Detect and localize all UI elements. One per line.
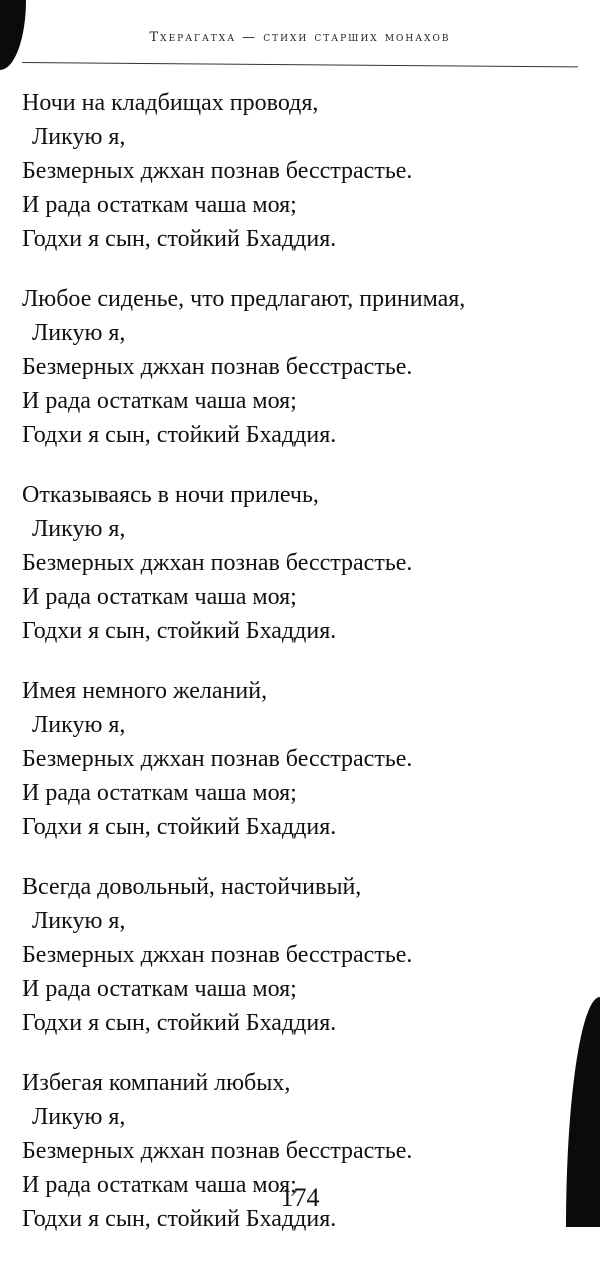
poem-line: И рада остаткам чаша моя; [22, 976, 297, 1002]
poem-line: Избегая компаний любых, [22, 1070, 291, 1096]
poem-line: Ликую я, [32, 712, 126, 738]
poem [22, 86, 582, 1262]
stanza [22, 674, 582, 844]
poem-line: Отказываясь в ночи прилечь, [22, 482, 319, 508]
poem-line: Ликую я, [32, 124, 126, 150]
stanza [22, 282, 582, 452]
poem-line: Годхи я сын, стойкий Бхаддия. [22, 1206, 337, 1232]
poem-line: И рада остаткам чаша моя; [22, 192, 297, 218]
poem-line: Любое сиденье, что предлагают, принимая, [22, 286, 466, 312]
poem-line: Годхи я сын, стойкий Бхаддия. [22, 814, 337, 840]
poem-line: Безмерных джхан познав бесстрастье. [22, 158, 413, 184]
poem-line: Годхи я сын, стойкий Бхаддия. [22, 226, 337, 252]
poem-line: Годхи я сын, стойкий Бхаддия. [22, 618, 337, 644]
poem-line: И рада остаткам чаша моя; [22, 388, 297, 414]
stanza [22, 870, 582, 1040]
poem-line: Ликую я, [32, 320, 126, 346]
poem-line: Безмерных джхан познав бесстрастье. [22, 942, 413, 968]
poem-line: Безмерных джхан познав бесстрастье. [22, 746, 413, 772]
poem-line: Безмерных джхан познав бесстрастье. [22, 550, 413, 576]
stanza [22, 478, 582, 648]
poem-line: И рада остаткам чаша моя; [22, 584, 297, 610]
poem-line: Безмерных джхан познав бесстрастье. [22, 1138, 413, 1164]
poem-line: Имея немного желаний, [22, 678, 268, 704]
poem-line: Ликую я, [32, 516, 126, 542]
poem-line: И рада остаткам чаша моя; [22, 1172, 297, 1198]
running-head: Тхерагатха — стихи старших монахов [149, 30, 451, 45]
poem-line: Ликую я, [32, 908, 126, 934]
page-number: 174 [280, 1183, 320, 1212]
poem-line: И рада остаткам чаша моя; [22, 780, 297, 806]
poem-line: Всегда довольный, настойчивый, [22, 874, 362, 900]
poem-line: Ликую я, [32, 1104, 126, 1130]
poem-line: Годхи я сын, стойкий Бхаддия. [22, 422, 337, 448]
poem-line: Ночи на кладбищах проводя, [22, 90, 319, 116]
stanza [22, 86, 582, 256]
header-rule [22, 62, 578, 67]
poem-line: Годхи я сын, стойкий Бхаддия. [22, 1010, 337, 1036]
poem-line: Безмерных джхан познав бесстрастье. [22, 354, 413, 380]
